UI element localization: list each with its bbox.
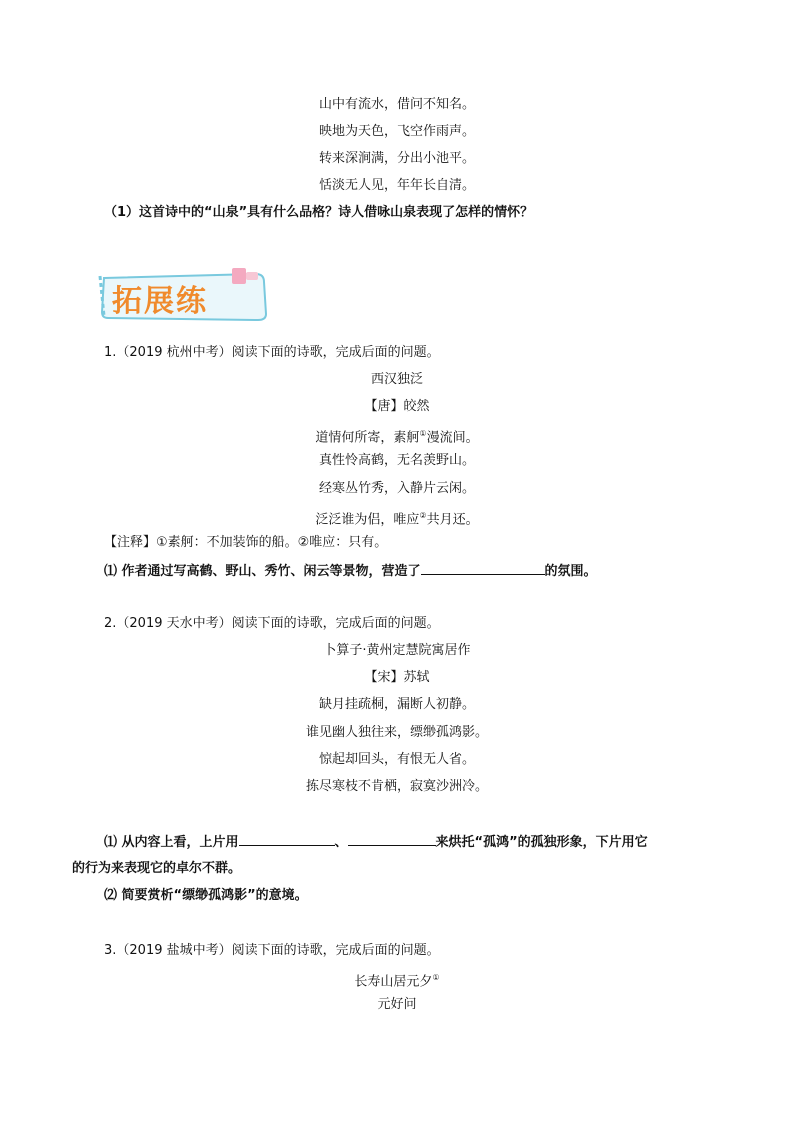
poem1-line-3: 转来深涧满，分出小池平。	[318, 151, 475, 166]
q1-poem-line-3: 经寒丛竹秀，入静片云闲。	[318, 481, 475, 496]
answer-blank-1[interactable]	[239, 833, 335, 846]
q1-poem-line-2: 真性怜高鹤，无名羡野山。	[318, 453, 475, 468]
q2-poem-line-2: 谁见幽人独往来，缥缈孤鸿影。	[305, 725, 488, 740]
answer-blank-2[interactable]	[348, 833, 436, 846]
q1-sub-question-1: ⑴ 作者通过写高鹤、野山、秀竹、闲云等景物，营造了 的氛围。	[104, 564, 597, 579]
q2-sub-question-1: ⑴ 从内容上看，上片用 、 来烘托“孤鸿”的孤独形象，下片用它	[104, 835, 648, 850]
poem1-line-2: 映地为天色，飞空作雨声。	[318, 124, 475, 139]
poem1-question-1: （1）这首诗中的“山泉”具有什么品格？诗人借咏山泉表现了怎样的情怀？	[104, 205, 534, 220]
q1-poem-line-1: 道情何所寄，素舸①漫流间。	[315, 429, 479, 446]
q2-poem-line-1: 缺月挂疏桐，漏断人初静。	[318, 697, 475, 712]
poem1-line-1: 山中有流水，借问不知名。	[318, 97, 475, 112]
q1-poem-author: 【唐】皎然	[364, 399, 430, 414]
q2-poem-title: 卜算子·黄州定慧院寓居作	[323, 643, 471, 658]
q1-note: 【注释】①素舸：不加装饰的船。②唯应：只有。	[104, 535, 388, 550]
q1-poem-line-4: 泛泛谁为侣，唯应②共月还。	[315, 511, 479, 528]
poem1-line-4: 恬淡无人见，年年长自清。	[318, 178, 475, 193]
answer-blank[interactable]	[421, 562, 545, 575]
q1-intro: 1.（2019 杭州中考）阅读下面的诗歌，完成后面的问题。	[104, 345, 440, 360]
q2-intro: 2.（2019 天水中考）阅读下面的诗歌，完成后面的问题。	[104, 616, 440, 631]
q2-poem-line-4: 拣尽寒枝不肯栖，寂寞沙洲冷。	[305, 779, 488, 794]
q2-sub-question-1-cont: 的行为来表现它的卓尔不群。	[72, 861, 242, 876]
banner-title: 拓展练	[112, 284, 208, 319]
q3-poem-author: 元好问	[377, 997, 417, 1012]
q2-sub-question-2: ⑵ 简要赏析“缥缈孤鸿影”的意境。	[104, 888, 308, 903]
q2-poem-author: 【宋】苏轼	[364, 670, 430, 685]
q3-intro: 3.（2019 盐城中考）阅读下面的诗歌，完成后面的问题。	[104, 943, 440, 958]
q3-poem-title: 长寿山居元夕①	[354, 973, 440, 990]
q1-poem-title: 西汉独泛	[370, 372, 423, 387]
q2-poem-line-3: 惊起却回头，有恨无人省。	[318, 752, 475, 767]
